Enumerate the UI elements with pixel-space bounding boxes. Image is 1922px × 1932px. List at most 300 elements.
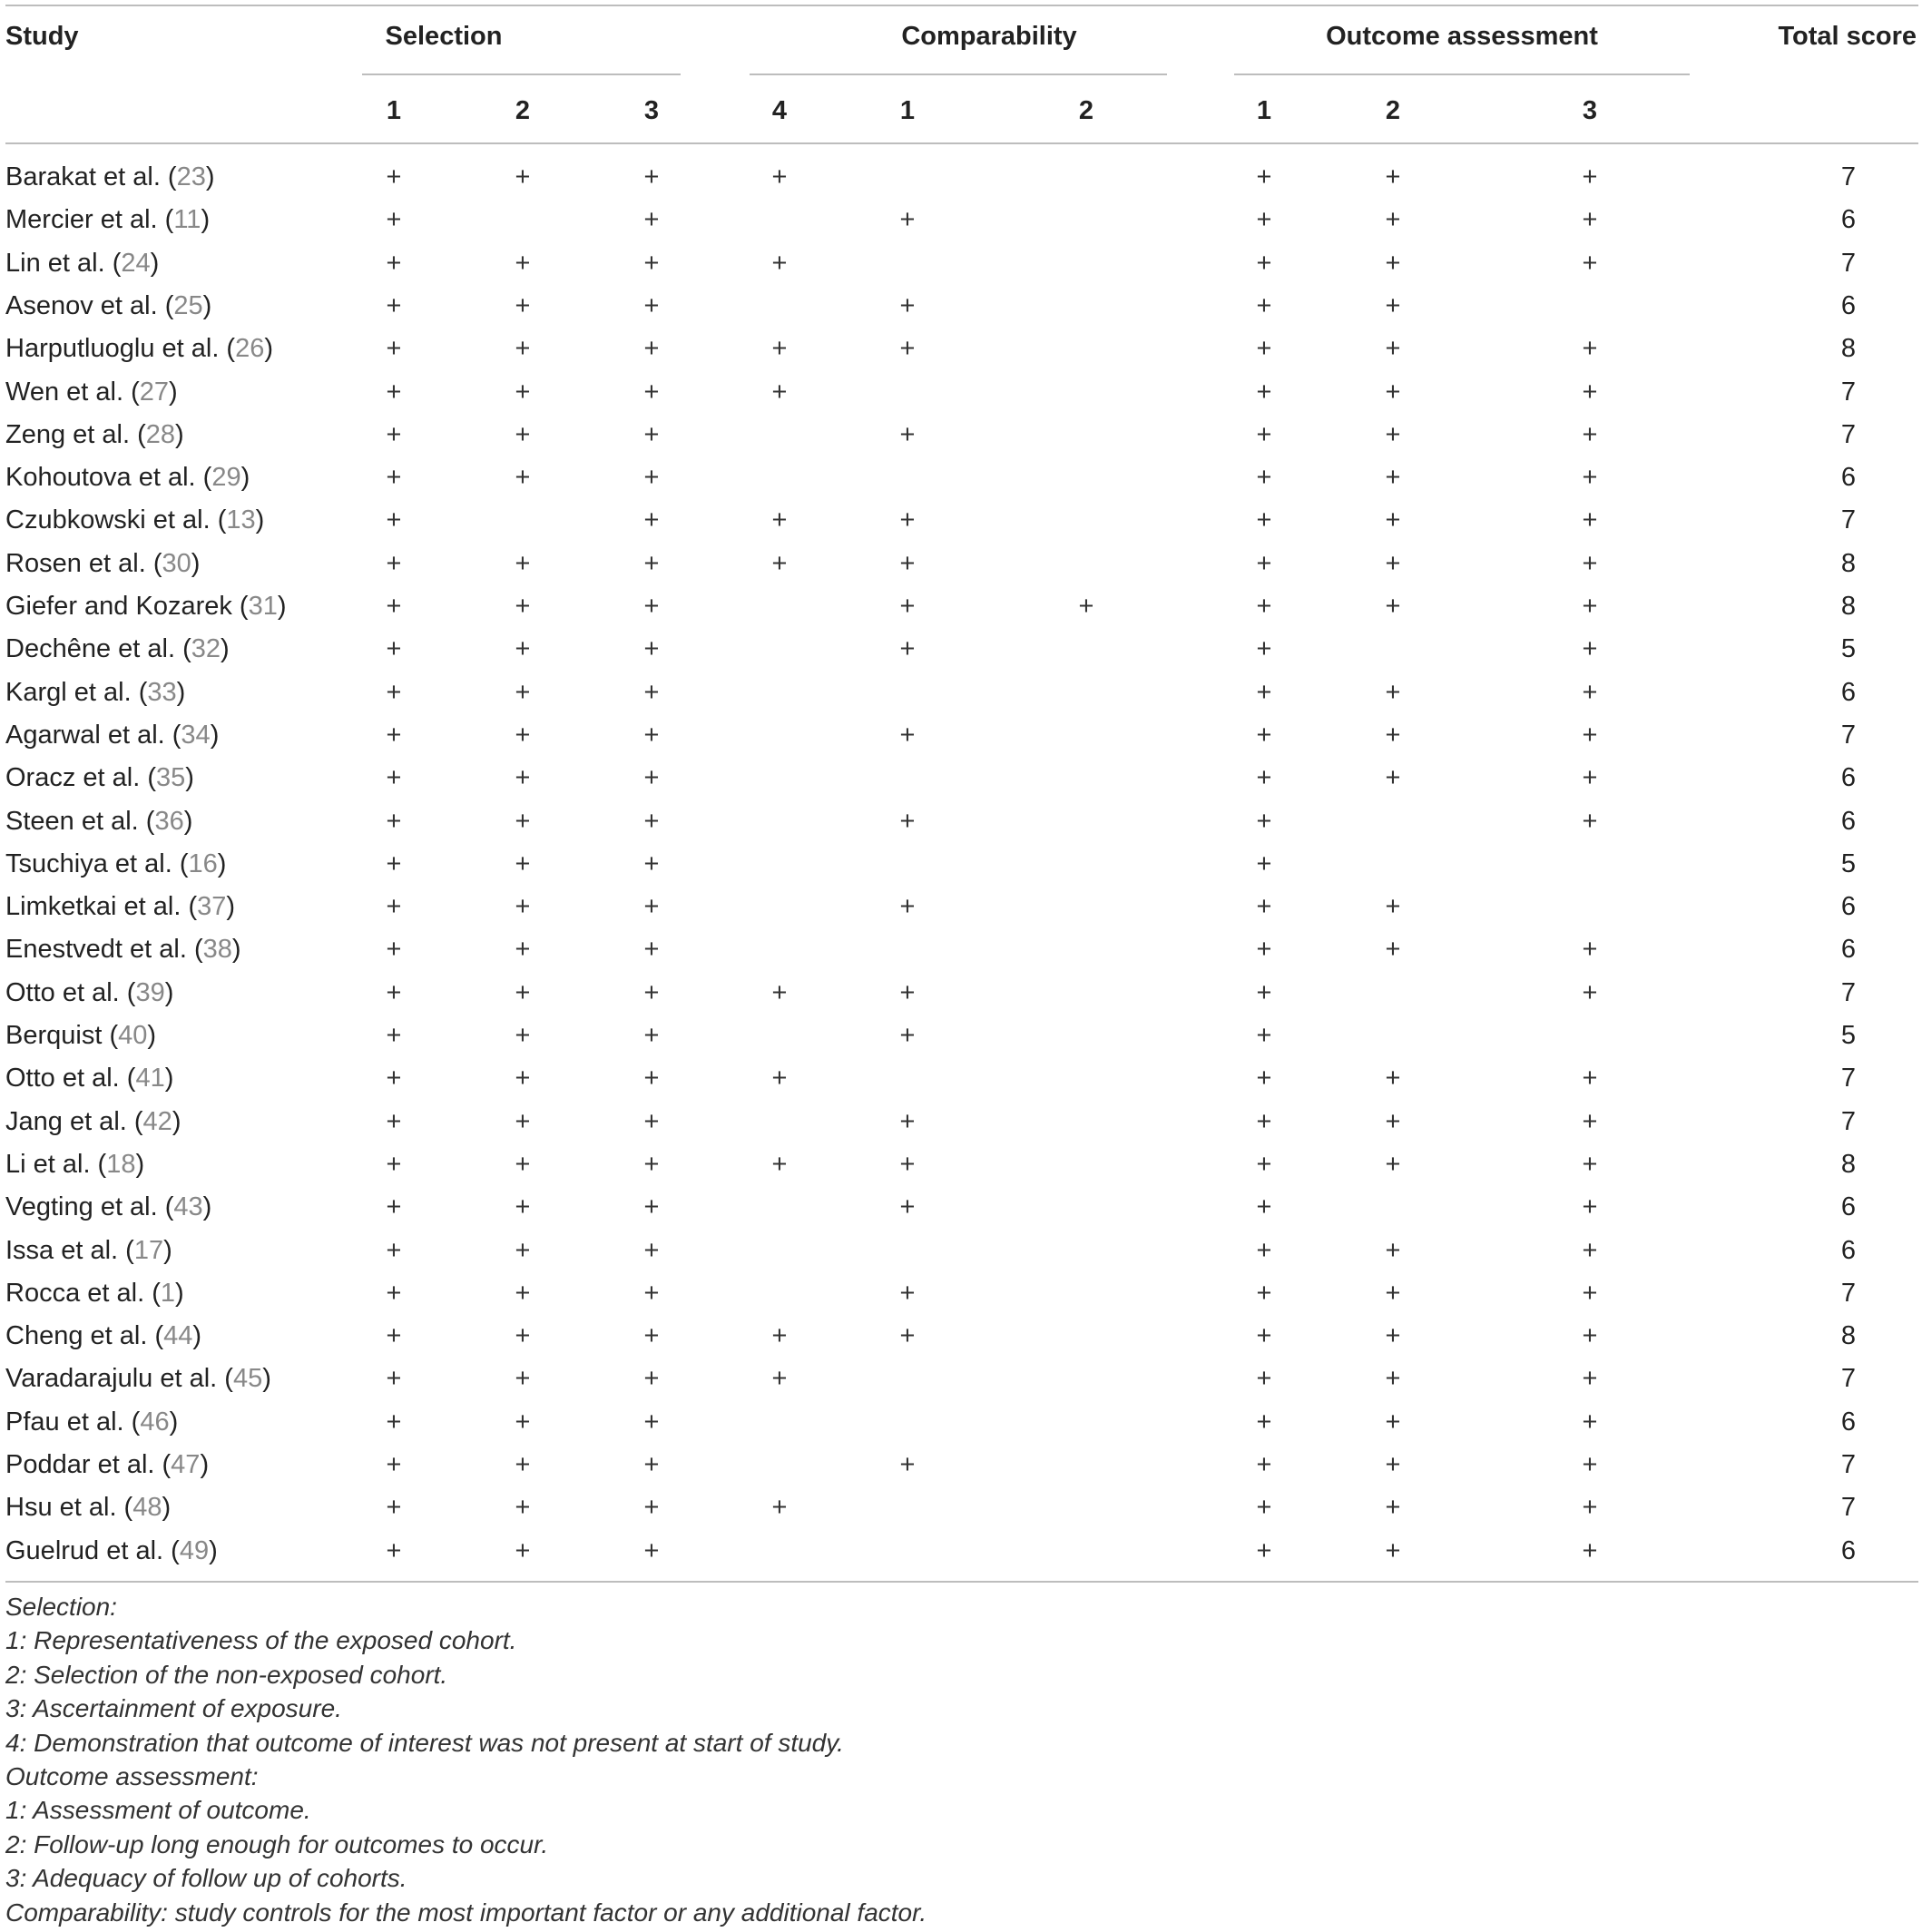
study-name: Limketkai et al.: [5, 892, 181, 922]
reference-number: 40: [118, 1021, 148, 1050]
study-name-cell: Czubkowski et al. (13): [5, 505, 265, 535]
criterion-met-mark: +: [386, 1364, 402, 1394]
study-name-cell: Asenov et al. (25): [5, 290, 212, 320]
study-name: Issa et al.: [5, 1235, 119, 1265]
criterion-met-mark: +: [1256, 1064, 1272, 1093]
study-name-cell: Dechêne et al. (32): [5, 634, 230, 664]
total-score-cell: 7: [1840, 1493, 1857, 1523]
study-name: Rosen et al.: [5, 548, 146, 578]
criterion-met-mark: +: [515, 1321, 531, 1351]
criterion-met-mark: +: [1256, 592, 1272, 621]
selection-group-rule: [362, 74, 681, 75]
table-row: [0, 371, 1922, 414]
criterion-met-mark: +: [1582, 1064, 1598, 1093]
reference-number: 13: [226, 505, 256, 535]
reference-number: 44: [163, 1321, 193, 1351]
study-name-cell: Steen et al. (36): [5, 806, 193, 836]
reference-number: 23: [176, 162, 206, 191]
criterion-met-mark: +: [386, 1321, 402, 1351]
criterion-met-mark: +: [643, 720, 660, 750]
table-row: [0, 1272, 1922, 1315]
criterion-met-mark: +: [386, 1235, 402, 1265]
criterion-met-mark: +: [386, 334, 402, 364]
criterion-met-mark: +: [771, 377, 788, 407]
total-score-cell: 8: [1840, 548, 1857, 578]
criterion-met-mark: +: [386, 634, 402, 664]
study-name: Jang et al.: [5, 1106, 127, 1136]
criterion-met-mark: +: [1582, 1278, 1598, 1308]
total-score-cell: 6: [1840, 1235, 1857, 1265]
reference-number: 1: [160, 1278, 175, 1308]
criterion-met-mark: +: [771, 248, 788, 278]
criterion-met-mark: +: [386, 1493, 402, 1523]
criterion-met-mark: +: [386, 248, 402, 278]
criterion-met-mark: +: [1582, 763, 1598, 793]
criterion-met-mark: +: [643, 1364, 660, 1394]
total-score-cell: 6: [1840, 935, 1857, 965]
study-name-cell: Otto et al. (41): [5, 1064, 174, 1093]
criterion-met-mark: +: [515, 592, 531, 621]
criterion-met-mark: +: [386, 848, 402, 878]
total-score-cell: 7: [1840, 419, 1857, 449]
table-row: [0, 843, 1922, 886]
criterion-met-mark: +: [1582, 1535, 1598, 1565]
subheader-outcome-3: 3: [1582, 96, 1598, 125]
criterion-met-mark: +: [643, 1106, 660, 1136]
criterion-met-mark: +: [771, 1321, 788, 1351]
criterion-met-mark: +: [515, 1535, 531, 1565]
criterion-met-mark: +: [1385, 592, 1401, 621]
total-score-cell: 7: [1840, 162, 1857, 191]
criterion-met-mark: +: [515, 334, 531, 364]
criterion-met-mark: +: [643, 1321, 660, 1351]
study-name-cell: Vegting et al. (43): [5, 1192, 212, 1222]
criterion-met-mark: +: [1582, 248, 1598, 278]
criterion-met-mark: +: [1256, 1450, 1272, 1479]
criterion-met-mark: +: [1385, 1535, 1401, 1565]
criterion-met-mark: +: [1256, 162, 1272, 191]
study-name-cell: Lin et al. (24): [5, 248, 160, 278]
criterion-met-mark: +: [386, 205, 402, 235]
criterion-met-mark: +: [643, 377, 660, 407]
table-row: [0, 1358, 1922, 1400]
study-name: Steen et al.: [5, 806, 139, 836]
criterion-met-mark: +: [1256, 419, 1272, 449]
criterion-met-mark: +: [643, 1493, 660, 1523]
criterion-met-mark: +: [1582, 592, 1598, 621]
reference-number: 41: [135, 1064, 165, 1093]
criterion-met-mark: +: [1385, 1235, 1401, 1265]
criterion-met-mark: +: [899, 419, 916, 449]
criterion-met-mark: +: [1256, 1149, 1272, 1179]
table-row: [0, 456, 1922, 499]
study-name: Tsuchiya et al.: [5, 848, 172, 878]
criterion-met-mark: +: [643, 935, 660, 965]
study-name: Kargl et al.: [5, 677, 132, 707]
table-row: [0, 1230, 1922, 1272]
criterion-met-mark: +: [1582, 1450, 1598, 1479]
study-name-cell: Oracz et al. (35): [5, 763, 194, 793]
table-row: [0, 1015, 1922, 1057]
criterion-met-mark: +: [515, 677, 531, 707]
footnote-line: Comparability: study controls for the most important factor or any additional factor.: [5, 1898, 927, 1927]
criterion-met-mark: +: [1582, 377, 1598, 407]
table-row: [0, 672, 1922, 714]
criterion-met-mark: +: [643, 592, 660, 621]
criterion-met-mark: +: [1385, 334, 1401, 364]
study-name: Berquist: [5, 1021, 103, 1050]
criterion-met-mark: +: [1256, 1407, 1272, 1437]
study-name: Rocca et al.: [5, 1278, 145, 1308]
outcome-group-header: Outcome assessment: [1326, 22, 1598, 51]
table-row: [0, 285, 1922, 328]
criterion-met-mark: +: [1256, 1364, 1272, 1394]
criterion-met-mark: +: [515, 892, 531, 922]
criterion-met-mark: +: [386, 1021, 402, 1050]
criterion-met-mark: +: [1582, 806, 1598, 836]
footnote-line: Selection:: [5, 1593, 117, 1621]
criterion-met-mark: +: [899, 505, 916, 535]
criterion-met-mark: +: [643, 677, 660, 707]
criterion-met-mark: +: [1582, 1493, 1598, 1523]
table-row: [0, 1186, 1922, 1229]
criterion-met-mark: +: [515, 935, 531, 965]
reference-number: 25: [173, 290, 203, 320]
total-score-cell: 6: [1840, 677, 1857, 707]
total-score-header: Total score: [1778, 22, 1917, 51]
total-score-cell: 7: [1840, 1364, 1857, 1394]
criterion-met-mark: +: [1582, 1321, 1598, 1351]
criterion-met-mark: +: [771, 162, 788, 191]
criterion-met-mark: +: [515, 1106, 531, 1136]
reference-number: 45: [232, 1364, 263, 1394]
criterion-met-mark: +: [643, 290, 660, 320]
criterion-met-mark: +: [515, 1278, 531, 1308]
study-name: Vegting et al.: [5, 1192, 158, 1222]
table-row: [0, 199, 1922, 241]
criterion-met-mark: +: [643, 806, 660, 836]
criterion-met-mark: +: [386, 419, 402, 449]
criterion-met-mark: +: [1385, 1278, 1401, 1308]
criterion-met-mark: +: [1385, 463, 1401, 493]
criterion-met-mark: +: [1582, 935, 1598, 965]
table-row: [0, 585, 1922, 628]
criterion-met-mark: +: [643, 248, 660, 278]
criterion-met-mark: +: [643, 1064, 660, 1093]
total-score-cell: 8: [1840, 1149, 1857, 1179]
outcome-group-rule: [1234, 74, 1690, 75]
criterion-met-mark: +: [386, 977, 402, 1007]
criterion-met-mark: +: [386, 505, 402, 535]
criterion-met-mark: +: [899, 334, 916, 364]
criterion-met-mark: +: [643, 419, 660, 449]
criterion-met-mark: +: [1256, 1493, 1272, 1523]
reference-number: 38: [202, 935, 232, 965]
study-name: Giefer and Kozarek: [5, 592, 232, 621]
study-name: Mercier et al.: [5, 205, 158, 235]
criterion-met-mark: +: [1256, 977, 1272, 1007]
reference-number: 17: [133, 1235, 164, 1265]
study-name: Li et al.: [5, 1149, 91, 1179]
study-name-cell: Varadarajulu et al. (45): [5, 1364, 271, 1394]
study-name: Wen et al.: [5, 377, 124, 407]
criterion-met-mark: +: [771, 334, 788, 364]
criterion-met-mark: +: [1256, 1192, 1272, 1222]
reference-number: 33: [147, 677, 177, 707]
study-name-cell: Poddar et al. (47): [5, 1450, 210, 1479]
criterion-met-mark: +: [386, 592, 402, 621]
criterion-met-mark: +: [1256, 290, 1272, 320]
criterion-met-mark: +: [1385, 1493, 1401, 1523]
table-row: [0, 886, 1922, 928]
criterion-met-mark: +: [515, 1064, 531, 1093]
criterion-met-mark: +: [515, 290, 531, 320]
study-name-cell: Barakat et al. (23): [5, 162, 215, 191]
subheader-outcome-1: 1: [1256, 96, 1272, 125]
criterion-met-mark: +: [1385, 505, 1401, 535]
criterion-met-mark: +: [643, 1149, 660, 1179]
criterion-met-mark: +: [386, 463, 402, 493]
criterion-met-mark: +: [1256, 548, 1272, 578]
total-score-cell: 6: [1840, 892, 1857, 922]
total-score-cell: 6: [1840, 1407, 1857, 1437]
reference-number: 49: [179, 1535, 210, 1565]
header-bottom-rule: [5, 142, 1918, 144]
criterion-met-mark: +: [771, 1364, 788, 1394]
criterion-met-mark: +: [1582, 720, 1598, 750]
criterion-met-mark: +: [1582, 162, 1598, 191]
study-name-cell: Rocca et al. (1): [5, 1278, 184, 1308]
table-row: [0, 1143, 1922, 1186]
criterion-met-mark: +: [515, 377, 531, 407]
criterion-met-mark: +: [1385, 548, 1401, 578]
total-score-cell: 6: [1840, 463, 1857, 493]
criterion-met-mark: +: [1256, 677, 1272, 707]
criterion-met-mark: +: [899, 634, 916, 664]
criterion-met-mark: +: [1582, 1106, 1598, 1136]
criterion-met-mark: +: [515, 248, 531, 278]
study-name-cell: Otto et al. (39): [5, 977, 174, 1007]
criterion-met-mark: +: [1582, 1235, 1598, 1265]
criterion-met-mark: +: [643, 763, 660, 793]
table-row: [0, 242, 1922, 285]
criterion-met-mark: +: [643, 1407, 660, 1437]
criterion-met-mark: +: [643, 1192, 660, 1222]
criterion-met-mark: +: [1582, 1192, 1598, 1222]
criterion-met-mark: +: [1385, 290, 1401, 320]
criterion-met-mark: +: [386, 377, 402, 407]
criterion-met-mark: +: [643, 334, 660, 364]
criterion-met-mark: +: [386, 1450, 402, 1479]
criterion-met-mark: +: [1582, 1364, 1598, 1394]
criterion-met-mark: +: [643, 1278, 660, 1308]
criterion-met-mark: +: [1582, 1149, 1598, 1179]
reference-number: 39: [135, 977, 165, 1007]
criterion-met-mark: +: [1385, 162, 1401, 191]
criterion-met-mark: +: [771, 1493, 788, 1523]
table-row: [0, 1530, 1922, 1573]
table-row: [0, 928, 1922, 971]
criterion-met-mark: +: [1385, 763, 1401, 793]
criterion-met-mark: +: [643, 1021, 660, 1050]
footnote-line: 1: Representativeness of the exposed cohort.: [5, 1626, 517, 1655]
study-name: Otto et al.: [5, 977, 120, 1007]
criterion-met-mark: +: [1385, 677, 1401, 707]
criterion-met-mark: +: [1385, 1364, 1401, 1394]
criterion-met-mark: +: [515, 548, 531, 578]
reference-number: 31: [248, 592, 278, 621]
criterion-met-mark: +: [771, 548, 788, 578]
criterion-met-mark: +: [643, 1535, 660, 1565]
study-name-cell: Guelrud et al. (49): [5, 1535, 218, 1565]
criterion-met-mark: +: [1582, 1407, 1598, 1437]
criterion-met-mark: +: [643, 548, 660, 578]
criterion-met-mark: +: [1256, 505, 1272, 535]
criterion-met-mark: +: [515, 848, 531, 878]
criterion-met-mark: +: [1256, 1021, 1272, 1050]
study-name: Otto et al.: [5, 1064, 120, 1093]
study-name-cell: Tsuchiya et al. (16): [5, 848, 227, 878]
criterion-met-mark: +: [1256, 1278, 1272, 1308]
criterion-met-mark: +: [1385, 1407, 1401, 1437]
reference-number: 24: [121, 248, 151, 278]
criterion-met-mark: +: [899, 548, 916, 578]
criterion-met-mark: +: [386, 1278, 402, 1308]
selection-group-header: Selection: [385, 22, 503, 51]
study-name: Asenov et al.: [5, 290, 158, 320]
reference-number: 42: [142, 1106, 172, 1136]
footnote-line: 2: Follow-up long enough for outcomes to occur.: [5, 1829, 549, 1858]
criterion-met-mark: +: [386, 935, 402, 965]
criterion-met-mark: +: [386, 1192, 402, 1222]
footnote-line: 3: Ascertainment of exposure.: [5, 1694, 342, 1723]
table-row: [0, 1486, 1922, 1529]
criterion-met-mark: +: [515, 1450, 531, 1479]
criterion-met-mark: +: [1256, 205, 1272, 235]
comparability-group-rule: [750, 74, 1167, 75]
study-name: Agarwal et al.: [5, 720, 165, 750]
total-score-cell: 8: [1840, 592, 1857, 621]
criterion-met-mark: +: [1385, 1321, 1401, 1351]
criterion-met-mark: +: [1256, 1535, 1272, 1565]
study-name: Czubkowski et al.: [5, 505, 211, 535]
criterion-met-mark: +: [386, 548, 402, 578]
table-top-rule: [5, 5, 1918, 6]
total-score-cell: 5: [1840, 1021, 1857, 1050]
criterion-met-mark: +: [515, 806, 531, 836]
table-row: [0, 1101, 1922, 1143]
criterion-met-mark: +: [386, 1064, 402, 1093]
reference-number: 46: [140, 1407, 170, 1437]
criterion-met-mark: +: [643, 463, 660, 493]
study-name: Barakat et al.: [5, 162, 161, 191]
criterion-met-mark: +: [386, 1149, 402, 1179]
table-row: [0, 972, 1922, 1015]
total-score-cell: 6: [1840, 1535, 1857, 1565]
criterion-met-mark: +: [899, 205, 916, 235]
criterion-met-mark: +: [771, 1149, 788, 1179]
criterion-met-mark: +: [515, 463, 531, 493]
study-name: Guelrud et al.: [5, 1535, 164, 1565]
criterion-met-mark: +: [899, 892, 916, 922]
criterion-met-mark: +: [1582, 977, 1598, 1007]
criterion-met-mark: +: [643, 634, 660, 664]
reference-number: 28: [145, 419, 176, 449]
reference-number: 27: [139, 377, 170, 407]
study-name-cell: Kargl et al. (33): [5, 677, 186, 707]
footnote-line: Outcome assessment:: [5, 1762, 259, 1791]
table-row: [0, 1057, 1922, 1100]
total-score-cell: 5: [1840, 848, 1857, 878]
study-name: Varadarajulu et al.: [5, 1364, 218, 1394]
subheader-comparability-1: 1: [899, 96, 916, 125]
study-name: Hsu et al.: [5, 1493, 117, 1523]
reference-number: 35: [156, 763, 186, 793]
criterion-met-mark: +: [1256, 377, 1272, 407]
criterion-met-mark: +: [643, 848, 660, 878]
criterion-met-mark: +: [1385, 419, 1401, 449]
total-score-cell: 6: [1840, 763, 1857, 793]
total-score-cell: 6: [1840, 205, 1857, 235]
criterion-met-mark: +: [771, 1064, 788, 1093]
reference-number: 26: [235, 334, 265, 364]
total-score-cell: 7: [1840, 377, 1857, 407]
criterion-met-mark: +: [899, 720, 916, 750]
criterion-met-mark: +: [386, 290, 402, 320]
study-name: Pfau et al.: [5, 1407, 124, 1437]
criterion-met-mark: +: [1256, 248, 1272, 278]
reference-number: 47: [171, 1450, 201, 1479]
criterion-met-mark: +: [515, 1021, 531, 1050]
criterion-met-mark: +: [1256, 935, 1272, 965]
criterion-met-mark: +: [1256, 763, 1272, 793]
study-name-cell: Harputluoglu et al. (26): [5, 334, 274, 364]
study-name-cell: Jang et al. (42): [5, 1106, 181, 1136]
criterion-met-mark: +: [515, 977, 531, 1007]
criterion-met-mark: +: [386, 1535, 402, 1565]
reference-number: 34: [181, 720, 211, 750]
criterion-met-mark: +: [386, 162, 402, 191]
total-score-cell: 6: [1840, 1192, 1857, 1222]
table-row: [0, 1401, 1922, 1444]
criterion-met-mark: +: [1385, 248, 1401, 278]
subheader-comparability-2: 2: [1078, 96, 1094, 125]
criterion-met-mark: +: [1385, 1450, 1401, 1479]
study-name-cell: Li et al. (18): [5, 1149, 145, 1179]
study-name-cell: Berquist (40): [5, 1021, 157, 1050]
criterion-met-mark: +: [1385, 205, 1401, 235]
reference-number: 37: [197, 892, 227, 922]
criterion-met-mark: +: [899, 1278, 916, 1308]
table-row: [0, 714, 1922, 757]
study-name: Harputluoglu et al.: [5, 334, 220, 364]
table-row: [0, 543, 1922, 585]
criterion-met-mark: +: [899, 977, 916, 1007]
criterion-met-mark: +: [386, 1106, 402, 1136]
criterion-met-mark: +: [643, 1450, 660, 1479]
criterion-met-mark: +: [771, 505, 788, 535]
criterion-met-mark: +: [386, 1407, 402, 1437]
criterion-met-mark: +: [386, 892, 402, 922]
reference-number: 30: [162, 548, 191, 578]
criterion-met-mark: +: [515, 1407, 531, 1437]
total-score-cell: 8: [1840, 1321, 1857, 1351]
criterion-met-mark: +: [1582, 419, 1598, 449]
criterion-met-mark: +: [1385, 1149, 1401, 1179]
study-name-cell: Issa et al. (17): [5, 1235, 172, 1265]
criterion-met-mark: +: [643, 162, 660, 191]
criterion-met-mark: +: [515, 720, 531, 750]
